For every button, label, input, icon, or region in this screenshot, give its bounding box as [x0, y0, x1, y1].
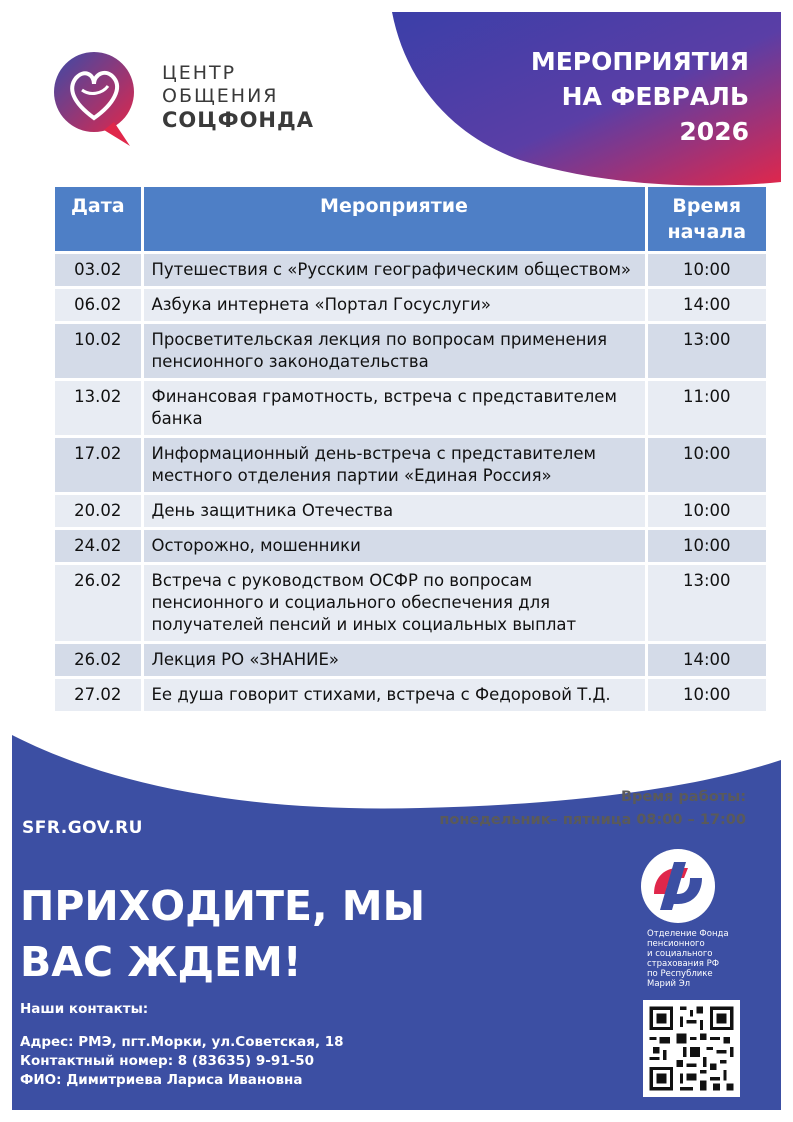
sfr-caption-line-2: пенсионного	[647, 939, 705, 949]
sfr-caption-line-6: Марий Эл	[647, 979, 691, 989]
sfr-caption	[647, 929, 747, 989]
row-time: 10:00	[646, 678, 766, 713]
sfr-caption-line-4: страхования РФ	[647, 959, 720, 969]
logo-line-1: ЦЕНТР	[162, 62, 237, 84]
sfr-caption-line-1: Отделение Фонда	[647, 929, 729, 939]
sfr-logo-icon	[640, 848, 716, 924]
row-time: 14:00	[646, 288, 766, 323]
row-time: 10:00	[646, 437, 766, 494]
row-date: 26.02	[55, 564, 142, 643]
table-row	[55, 253, 766, 288]
row-date: 26.02	[55, 643, 142, 678]
row-event: Лекция РО «ЗНАНИЕ»	[142, 643, 646, 678]
row-time: 10:00	[646, 529, 766, 564]
row-date: 27.02	[55, 678, 142, 713]
row-date: 13.02	[55, 380, 142, 437]
row-event: Осторожно, мошенники	[142, 529, 646, 564]
events-table	[55, 187, 766, 714]
table-row	[55, 323, 766, 380]
table-row	[55, 643, 766, 678]
work-hours-title: Время работы:	[620, 789, 746, 805]
header-event: Мероприятие	[142, 187, 646, 253]
logo-line-3: СОЦФОНДА	[162, 108, 314, 132]
row-event: Ее душа говорит стихами, встреча с Федоровой Т.Д.	[142, 678, 646, 713]
row-time: 11:00	[646, 380, 766, 437]
table-row	[55, 494, 766, 529]
title-line-1: МЕРОПРИЯТИЯ	[530, 47, 749, 76]
row-event: Просветительская лекция по вопросам применения пенсионного законодательства	[142, 323, 646, 380]
cta-line-2: ВАС ЖДЕМ!	[20, 938, 302, 986]
row-date: 20.02	[55, 494, 142, 529]
header-date: Дата	[55, 187, 142, 253]
header-time-line-1: Время	[672, 195, 742, 217]
qr-code-icon[interactable]	[643, 1000, 740, 1097]
row-date: 10.02	[55, 323, 142, 380]
row-date: 17.02	[55, 437, 142, 494]
contacts-title: Наши контакты:	[20, 1001, 149, 1017]
table-row	[55, 437, 766, 494]
heart-chat-logo-icon	[52, 50, 142, 150]
sfr-caption-line-3: и социального	[647, 949, 713, 959]
contact-person: ФИО: Димитриева Лариса Ивановна	[20, 1072, 303, 1088]
table-row	[55, 288, 766, 323]
table-row	[55, 678, 766, 713]
row-event: Азбука интернета «Портал Госуслуги»	[142, 288, 646, 323]
table-row	[55, 564, 766, 643]
row-event: Путешествия с «Русским географическим обществом»	[142, 253, 646, 288]
row-date: 03.02	[55, 253, 142, 288]
contact-address: Адрес: РМЭ, пгт.Морки, ул.Советская, 18	[20, 1034, 344, 1050]
table-row	[55, 380, 766, 437]
contacts-block	[20, 1033, 344, 1090]
row-date: 06.02	[55, 288, 142, 323]
row-event: Информационный день-встреча с представителем местного отделения партии «Единая Россия»	[142, 437, 646, 494]
title-line-2: НА ФЕВРАЛЬ	[561, 82, 749, 111]
logo-line-2: ОБЩЕНИЯ	[162, 85, 279, 107]
sfr-caption-line-5: по Республике	[647, 969, 713, 979]
contact-phone: Контактный номер: 8 (83635) 9-91-50	[20, 1053, 315, 1069]
row-event: Встреча с руководством ОСФР по вопросам пенсионного и социального обеспечения для получателей пенсий и иных социальных выплат	[142, 564, 646, 643]
cta-line-1: ПРИХОДИТЕ, МЫ	[20, 882, 426, 930]
table-row	[55, 529, 766, 564]
site-link[interactable]: SFR.GOV.RU	[22, 818, 143, 838]
header-time	[646, 187, 766, 253]
logo-text	[162, 62, 314, 133]
table-header-row	[55, 187, 766, 253]
row-event: День защитника Отечества	[142, 494, 646, 529]
row-time: 14:00	[646, 643, 766, 678]
row-time: 10:00	[646, 494, 766, 529]
row-event: Финансовая грамотность, встреча с представителем банка	[142, 380, 646, 437]
call-to-action	[20, 878, 520, 990]
header-time-line-2: начала	[667, 221, 747, 243]
title-line-3: 2026	[679, 117, 749, 146]
row-date: 24.02	[55, 529, 142, 564]
row-time: 10:00	[646, 253, 766, 288]
row-time: 13:00	[646, 564, 766, 643]
row-time: 13:00	[646, 323, 766, 380]
page-title	[429, 44, 749, 149]
work-hours-value: понедельник– пятница 08:00 – 17:00	[439, 812, 746, 828]
work-hours	[439, 786, 746, 832]
